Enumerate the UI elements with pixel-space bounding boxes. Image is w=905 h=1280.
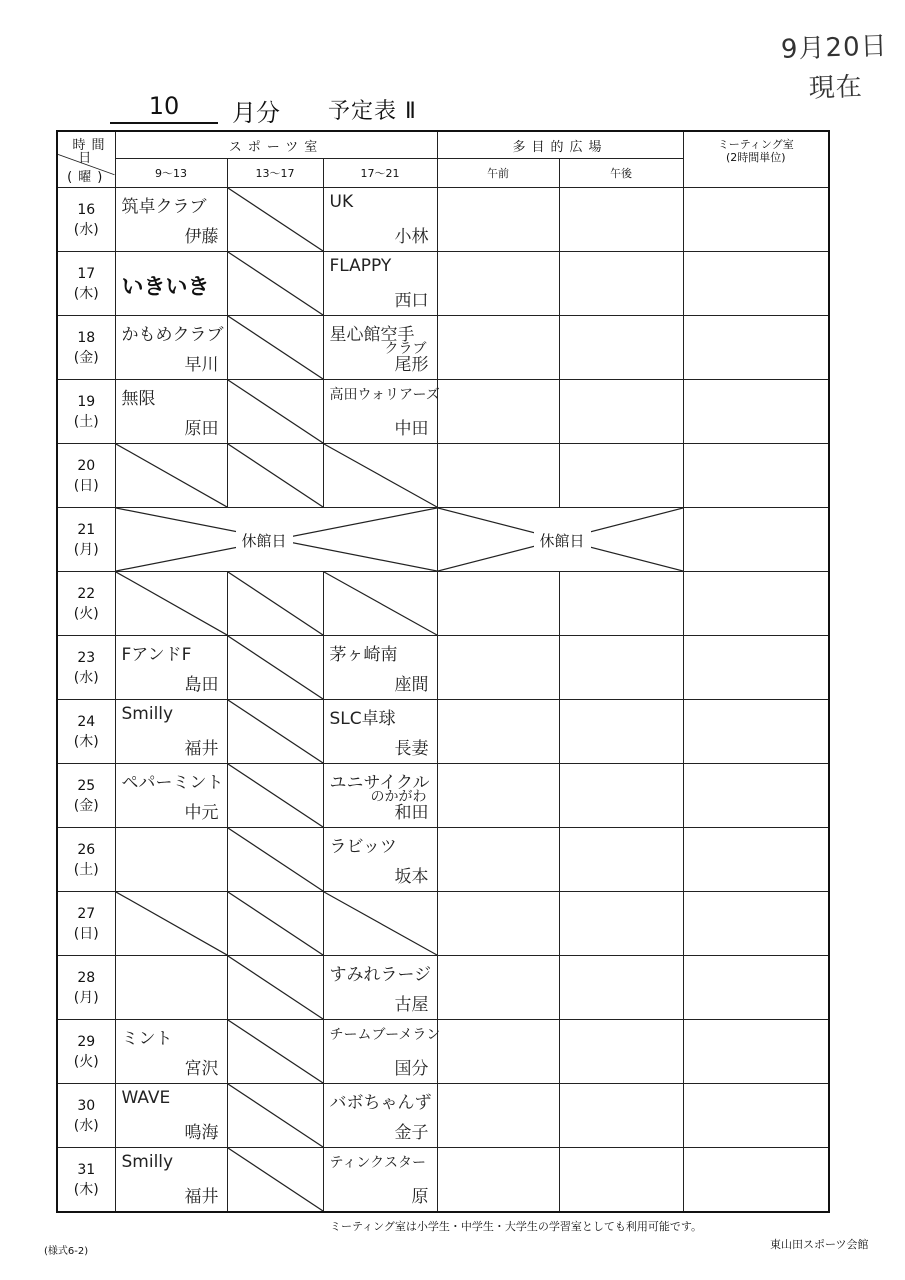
sports-slot-3 xyxy=(323,764,437,828)
table-row xyxy=(57,444,829,508)
meeting-room-header xyxy=(683,131,829,188)
sports-slot-1 xyxy=(115,1148,227,1213)
schedule-table xyxy=(56,130,830,1213)
plaza-morning-cell xyxy=(437,1020,559,1084)
day-cell xyxy=(57,572,115,636)
sports-slot-3 xyxy=(323,252,437,316)
sports-slot-3 xyxy=(323,700,437,764)
plaza-afternoon-cell xyxy=(559,444,683,508)
booking-group: FLAPPY xyxy=(329,256,392,276)
plaza-morning-cell xyxy=(437,636,559,700)
date-number: 16 xyxy=(77,201,96,218)
plaza-morning-cell xyxy=(437,764,559,828)
day-of-week: (日) xyxy=(73,477,99,494)
corner-day-label: 日(曜) xyxy=(67,151,109,185)
date-number: 29 xyxy=(77,1033,96,1050)
day-of-week: (水) xyxy=(73,221,99,238)
sports-slot-1 xyxy=(115,316,227,380)
day-cell xyxy=(57,956,115,1020)
table-row xyxy=(57,764,829,828)
sports-slot-3 xyxy=(323,188,437,252)
slot-17-21: 17〜21 xyxy=(323,159,437,188)
booking-group: UK xyxy=(329,192,354,212)
page-title xyxy=(110,92,610,128)
sports-slot-1 xyxy=(115,764,227,828)
booking-group: 無限 xyxy=(121,389,156,409)
sports-slot-3 xyxy=(323,1148,437,1213)
date-stamp xyxy=(779,26,892,110)
booking-contact: 宮沢 xyxy=(184,1059,219,1079)
day-of-week: (金) xyxy=(73,349,99,366)
booking-contact: 国分 xyxy=(394,1059,429,1079)
booking-group: FアンドF xyxy=(121,645,192,665)
plaza-morning-cell xyxy=(437,956,559,1020)
day-of-week: (木) xyxy=(73,1181,99,1198)
meeting-cell xyxy=(683,572,829,636)
plaza-afternoon-cell xyxy=(559,636,683,700)
booking-group: Smilly xyxy=(121,1152,174,1172)
booking-contact: 島田 xyxy=(184,675,219,695)
plaza-afternoon-cell xyxy=(559,828,683,892)
day-cell xyxy=(57,1148,115,1213)
sports-slot-2 xyxy=(227,1084,323,1148)
sports-room-header: スポーツ室 xyxy=(115,131,437,159)
plaza-afternoon-cell xyxy=(559,572,683,636)
day-cell xyxy=(57,444,115,508)
day-cell xyxy=(57,636,115,700)
table-row xyxy=(57,572,829,636)
booking-contact: 和田 xyxy=(394,803,429,823)
day-cell xyxy=(57,380,115,444)
day-cell xyxy=(57,764,115,828)
sports-slot-3 xyxy=(323,956,437,1020)
slot-13-17: 13〜17 xyxy=(227,159,323,188)
plaza-morning-cell xyxy=(437,1148,559,1213)
table-row xyxy=(57,1148,829,1213)
sports-slot-1 xyxy=(115,828,227,892)
table-row xyxy=(57,252,829,316)
meeting-cell xyxy=(683,508,829,572)
sports-slot-3 xyxy=(323,380,440,444)
plaza-morning-cell xyxy=(437,188,559,252)
sports-slot-3 xyxy=(323,828,437,892)
booking-contact: 金子 xyxy=(394,1123,429,1143)
date-number: 25 xyxy=(77,777,96,794)
sports-slot-2 xyxy=(227,572,323,636)
meeting-cell xyxy=(683,1020,829,1084)
date-number: 23 xyxy=(77,649,96,666)
booking-contact: 鳴海 xyxy=(184,1123,219,1143)
closed-label: 休館日 xyxy=(236,530,293,551)
booking-contact: 尾形 xyxy=(394,355,429,375)
day-of-week: (金) xyxy=(73,797,99,814)
booking-contact: 小林 xyxy=(394,227,429,247)
date-number: 22 xyxy=(77,585,96,602)
sports-slot-1 xyxy=(115,1084,227,1148)
booking-group: いきいき xyxy=(121,275,210,300)
booking-contact: 長妻 xyxy=(394,739,429,759)
closed-label: 休館日 xyxy=(534,530,591,551)
plaza-afternoon-cell xyxy=(559,380,683,444)
plaza-afternoon-cell xyxy=(559,1148,683,1213)
plaza-afternoon-cell xyxy=(559,764,683,828)
day-of-week: (土) xyxy=(73,413,99,430)
sports-slot-2 xyxy=(227,444,323,508)
meeting-cell xyxy=(683,828,829,892)
stamp-date: 9月20日 xyxy=(780,31,889,65)
plaza-afternoon: 午後 xyxy=(559,159,683,188)
table-row xyxy=(57,1020,829,1084)
booking-group: 高田ウォリアーズ xyxy=(329,387,440,403)
sports-slot-3 xyxy=(323,636,437,700)
corner-time-label: 時間 xyxy=(72,138,111,153)
plaza-afternoon-cell xyxy=(559,1084,683,1148)
booking-group: ティンクスター xyxy=(329,1155,426,1171)
plaza-closed-cell xyxy=(437,508,683,572)
title-month-suffix: 月分 xyxy=(232,99,280,127)
sports-slot-1 xyxy=(115,188,227,252)
booking-contact: 坂本 xyxy=(394,867,429,887)
sports-closed-cell xyxy=(115,508,437,572)
meeting-room-note: (2時間単位) xyxy=(725,151,786,164)
sports-slot-3 xyxy=(323,316,437,380)
sports-slot-2 xyxy=(227,636,323,700)
meeting-cell xyxy=(683,380,829,444)
booking-contact: 伊藤 xyxy=(184,227,219,247)
table-row xyxy=(57,828,829,892)
plaza-morning-cell xyxy=(437,252,559,316)
booking-group: 茅ヶ崎南 xyxy=(329,645,398,665)
table-row xyxy=(57,956,829,1020)
table-row xyxy=(57,508,829,572)
plaza-afternoon-cell xyxy=(559,1020,683,1084)
title-schedule: 予定表 Ⅱ xyxy=(328,99,417,124)
plaza-morning-cell xyxy=(437,316,559,380)
booking-group: 星心館空手 xyxy=(329,325,415,345)
date-number: 27 xyxy=(77,905,96,922)
booking-group: ユニサイクル xyxy=(329,773,430,793)
date-number: 17 xyxy=(77,265,96,282)
date-number: 24 xyxy=(77,713,96,730)
booking-contact: 座間 xyxy=(394,675,429,695)
booking-group: WAVE xyxy=(121,1088,171,1108)
form-number: (様式6-2) xyxy=(44,1246,89,1257)
slot-9-13: 9〜13 xyxy=(115,159,227,188)
plaza-morning: 午前 xyxy=(437,159,559,188)
plaza-afternoon-cell xyxy=(559,700,683,764)
date-number: 20 xyxy=(77,457,96,474)
booking-contact: 原田 xyxy=(184,419,219,439)
booking-contact: 中田 xyxy=(394,419,429,439)
booking-group-cont: のかがわ xyxy=(370,789,427,805)
sports-slot-3 xyxy=(323,444,437,508)
date-number: 21 xyxy=(77,521,96,538)
table-row xyxy=(57,316,829,380)
day-cell xyxy=(57,188,115,252)
booking-contact: 古屋 xyxy=(394,995,429,1015)
sports-slot-1 xyxy=(115,444,227,508)
booking-group: バボちゃんず xyxy=(329,1093,432,1113)
sports-slot-3 xyxy=(323,1084,437,1148)
day-of-week: (木) xyxy=(73,285,99,302)
day-cell xyxy=(57,828,115,892)
day-of-week: (水) xyxy=(73,669,99,686)
sports-slot-1 xyxy=(115,252,227,316)
booking-contact: 中元 xyxy=(184,803,219,823)
booking-contact: 原 xyxy=(411,1187,429,1207)
booking-contact: 西口 xyxy=(394,291,429,311)
sports-slot-2 xyxy=(227,700,323,764)
plaza-morning-cell xyxy=(437,572,559,636)
sports-slot-1 xyxy=(115,956,227,1020)
corner-header xyxy=(57,131,115,188)
sports-slot-2 xyxy=(227,1148,323,1213)
booking-group: 筑卓クラブ xyxy=(121,197,207,217)
sports-slot-2 xyxy=(227,252,323,316)
date-number: 26 xyxy=(77,841,96,858)
table-row xyxy=(57,892,829,956)
day-of-week: (火) xyxy=(73,1053,99,1070)
sports-slot-1 xyxy=(115,1020,227,1084)
booking-group: ペパーミント xyxy=(121,773,224,793)
day-cell xyxy=(57,508,115,572)
meeting-cell xyxy=(683,892,829,956)
sports-slot-1 xyxy=(115,700,227,764)
booking-group: SLC卓球 xyxy=(329,709,396,729)
plaza-morning-cell xyxy=(437,1084,559,1148)
meeting-cell xyxy=(683,188,829,252)
day-cell xyxy=(57,1020,115,1084)
day-of-week: (月) xyxy=(73,541,99,558)
plaza-morning-cell xyxy=(437,828,559,892)
meeting-cell xyxy=(683,444,829,508)
plaza-afternoon-cell xyxy=(559,188,683,252)
date-number: 28 xyxy=(77,969,96,986)
sports-slot-2 xyxy=(227,892,323,956)
booking-group: チームブーメラン xyxy=(329,1027,441,1043)
sports-slot-1 xyxy=(115,380,227,444)
title-month: 10 xyxy=(110,92,218,124)
table-row xyxy=(57,1084,829,1148)
meeting-cell xyxy=(683,764,829,828)
day-cell xyxy=(57,1084,115,1148)
plaza-morning-cell xyxy=(437,700,559,764)
booking-contact: 福井 xyxy=(184,1187,219,1207)
booking-group: ラビッツ xyxy=(329,837,397,857)
sports-slot-3 xyxy=(323,1020,441,1084)
date-number: 30 xyxy=(77,1097,96,1114)
sports-slot-1 xyxy=(115,572,227,636)
sports-slot-1 xyxy=(115,636,227,700)
booking-group: Smilly xyxy=(121,704,174,724)
meeting-room-label: ミーティング室 xyxy=(717,138,794,151)
meeting-cell xyxy=(683,956,829,1020)
sports-slot-2 xyxy=(227,1020,323,1084)
date-number: 19 xyxy=(77,393,96,410)
table-row xyxy=(57,636,829,700)
day-of-week: (火) xyxy=(73,605,99,622)
sports-slot-1 xyxy=(115,892,227,956)
booking-group: ミント xyxy=(121,1029,173,1049)
sports-slot-3 xyxy=(323,892,437,956)
stamp-current: 現在 xyxy=(808,72,864,104)
day-cell xyxy=(57,252,115,316)
sports-slot-2 xyxy=(227,956,323,1020)
day-of-week: (土) xyxy=(73,861,99,878)
plaza-afternoon-cell xyxy=(559,316,683,380)
meeting-cell xyxy=(683,316,829,380)
booking-contact: 早川 xyxy=(184,355,219,375)
day-of-week: (月) xyxy=(73,989,99,1006)
plaza-afternoon-cell xyxy=(559,252,683,316)
meeting-cell xyxy=(683,700,829,764)
plaza-afternoon-cell xyxy=(559,892,683,956)
plaza-morning-cell xyxy=(437,380,559,444)
plaza-header: 多目的広場 xyxy=(437,131,683,159)
plaza-morning-cell xyxy=(437,892,559,956)
sports-slot-3 xyxy=(323,572,437,636)
plaza-afternoon-cell xyxy=(559,956,683,1020)
booking-group: かもめクラブ xyxy=(121,325,224,345)
date-number: 18 xyxy=(77,329,96,346)
meeting-cell xyxy=(683,1084,829,1148)
sports-slot-2 xyxy=(227,764,323,828)
sports-slot-2 xyxy=(227,828,323,892)
date-number: 31 xyxy=(77,1161,96,1178)
day-cell xyxy=(57,892,115,956)
sports-slot-2 xyxy=(227,188,323,252)
meeting-cell xyxy=(683,636,829,700)
sports-slot-2 xyxy=(227,316,323,380)
day-cell xyxy=(57,316,115,380)
footnote: ミーティング室は小学生・中学生・大学生の学習室としても利用可能です。 xyxy=(330,1220,703,1233)
booking-group: すみれラージ xyxy=(329,965,432,985)
plaza-morning-cell xyxy=(437,444,559,508)
day-cell xyxy=(57,700,115,764)
day-of-week: (水) xyxy=(73,1117,99,1134)
day-of-week: (木) xyxy=(73,733,99,750)
table-row xyxy=(57,188,829,252)
table-row xyxy=(57,380,829,444)
booking-contact: 福井 xyxy=(184,739,219,759)
booking-group-cont: クラブ xyxy=(384,341,427,357)
organization-name: 東山田スポーツ会館 xyxy=(770,1238,869,1251)
table-row xyxy=(57,700,829,764)
sports-slot-2 xyxy=(227,380,323,444)
meeting-cell xyxy=(683,1148,829,1213)
meeting-cell xyxy=(683,252,829,316)
day-of-week: (日) xyxy=(73,925,99,942)
